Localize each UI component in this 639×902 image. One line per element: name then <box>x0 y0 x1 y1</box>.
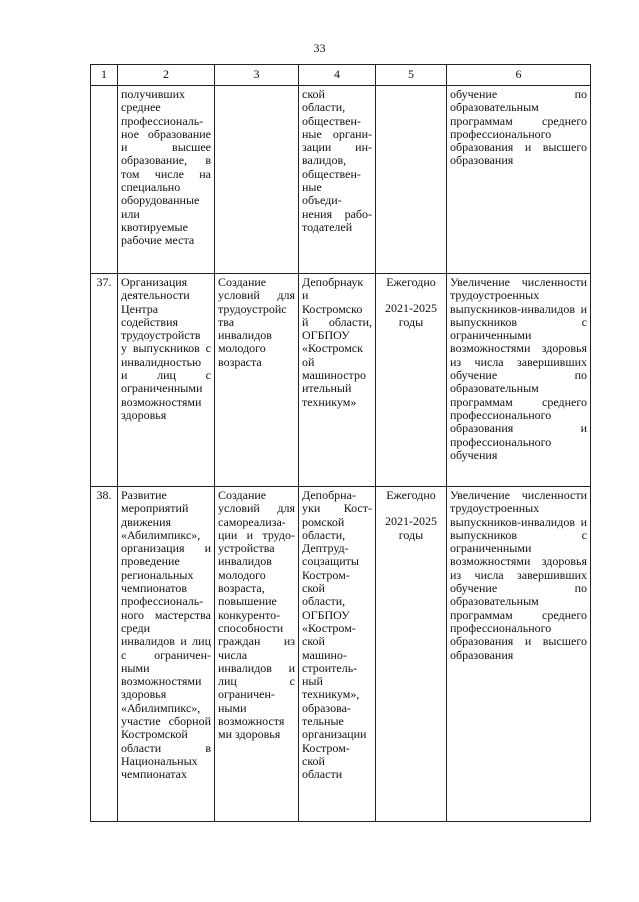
cell-text-line: ской <box>302 87 325 101</box>
cell-text-line: организация и <box>121 541 211 556</box>
cell-text-line: образовательным <box>450 594 539 609</box>
cell-text-line: области <box>302 767 343 782</box>
cell-text-line: профессионального <box>450 434 552 449</box>
cell-text-line: ного мастерства <box>121 607 211 622</box>
cell-text-line: образование, в <box>121 153 211 168</box>
cell-text-line: оборудованные <box>121 193 200 208</box>
cell-text-line: области в <box>121 740 211 755</box>
cell-text-line: Национальных <box>121 753 198 768</box>
cell-text-line: Костром- <box>302 740 350 755</box>
cell-text-line: деятельности <box>121 288 190 303</box>
cell-text-line: возможностями здоровья <box>450 554 587 569</box>
cell-goal <box>215 487 299 822</box>
cell-text-line: образования <box>450 153 514 168</box>
cell-text-line: участие сборной <box>121 714 211 729</box>
cell-text-line: машиностро <box>302 368 366 383</box>
cell-text-line: организации <box>302 727 367 742</box>
cell-text-line: молодого <box>218 341 266 356</box>
cell-text-line: тва <box>218 314 235 329</box>
cell-executor <box>299 487 376 822</box>
cell-text-line: Дептруд- <box>302 541 349 556</box>
cell-text-line: выпускников с <box>450 314 587 329</box>
cell-text-line: образования <box>450 647 514 662</box>
cell-text-line: строитель- <box>302 660 358 675</box>
cell-text-line: обучение по <box>450 87 587 101</box>
cell-goal <box>215 86 299 274</box>
table-row <box>91 274 591 487</box>
cell-text-line: условий для <box>218 288 295 303</box>
cell-text-line: трудоустройств <box>121 328 201 343</box>
cell-text-line: возможностями здоровья <box>450 341 587 356</box>
cell-term <box>376 274 447 487</box>
cell-text-line: зации ин- <box>302 140 372 155</box>
cell-text-line: с ограничен- <box>121 647 211 662</box>
header-cell-2: 2 <box>118 65 215 86</box>
cell-text-line: граждан из <box>218 634 295 649</box>
cell-text-line: образова- <box>302 700 351 715</box>
header-cell-4: 4 <box>299 65 376 86</box>
cell-text-line: обучения <box>450 447 498 462</box>
cell-text-line: инвалидов <box>218 554 272 569</box>
cell-text-line: «Абилимпикс», <box>121 527 201 542</box>
cell-text-line: ительный <box>302 381 352 396</box>
cell-text-line: образовательным <box>450 381 539 396</box>
cell-text-line: проведение <box>121 554 180 569</box>
cell-text-line: техникум», <box>302 687 360 702</box>
cell-text-line: из числа завершивших <box>450 567 587 582</box>
header-cell-1: 1 <box>91 65 118 86</box>
cell-goal <box>215 274 299 487</box>
cell-text-line: специально <box>121 180 181 195</box>
cell-text-line: области, <box>302 527 346 542</box>
cell-text-line: чемпионатов <box>121 581 187 596</box>
cell-text-line: ные <box>302 180 322 195</box>
cell-executor <box>299 86 376 274</box>
cell-text-line: ное образование <box>121 126 211 141</box>
cell-text-line: трудоустроенных <box>450 501 540 516</box>
cell-text-line: самореализа- <box>218 514 286 529</box>
cell-text-line: рабочие места <box>121 233 195 248</box>
cell-text-line: том числе на <box>121 166 211 181</box>
cell-text-line: здоровья <box>121 407 167 422</box>
term-period: 2021-2025 годы <box>385 301 437 329</box>
cell-text-line: обществен- <box>302 166 361 181</box>
table-row-continued <box>91 86 591 274</box>
cell-text-line: образования и <box>450 421 587 436</box>
cell-text-line: нения рабо- <box>302 206 372 221</box>
cell-result <box>447 274 591 487</box>
header-cell-6: 6 <box>447 65 591 86</box>
cell-text-line: «Костром- <box>302 620 356 635</box>
cell-num <box>91 86 118 274</box>
cell-text-line: инвалидностью <box>121 354 202 369</box>
cell-text-line: ой <box>302 354 315 369</box>
cell-term <box>376 86 447 274</box>
cell-text-line: Создание <box>218 275 267 289</box>
cell-text-line: и <box>302 288 309 303</box>
cell-text-line: инвалидов и <box>218 660 295 675</box>
cell-text-line: инвалидов <box>218 328 272 343</box>
measures-table <box>90 64 591 822</box>
cell-text-line: «Костромск <box>302 341 363 356</box>
cell-executor <box>299 274 376 487</box>
cell-text-line: ограниченными <box>450 541 532 556</box>
cell-text-line: ромской <box>302 514 345 529</box>
cell-text-line: выпускников-инвалидов и <box>450 514 587 529</box>
cell-text-line: профессионального <box>450 620 552 635</box>
cell-text-line: ской <box>302 753 325 768</box>
cell-text-line: ограниченными <box>450 328 532 343</box>
cell-result <box>447 86 591 274</box>
cell-text-line: профессионального <box>450 407 552 422</box>
row-number: 38. <box>91 487 118 822</box>
cell-text-line: ской <box>302 581 325 596</box>
cell-text-line: возможностями <box>121 394 202 409</box>
cell-text-line: Увеличение численности <box>450 488 587 502</box>
cell-text-line: среднее <box>121 100 161 115</box>
cell-text-line: ми здоровья <box>218 727 281 742</box>
cell-text-line: Депобрнаук <box>302 275 364 289</box>
cell-text-line: области, <box>302 100 346 115</box>
cell-text-line: квотируемые <box>121 219 188 234</box>
cell-text-line: лиц с <box>218 674 295 689</box>
header-cell-3: 3 <box>215 65 299 86</box>
cell-text-line: и высшее <box>121 140 211 155</box>
cell-text-line: программам среднего <box>450 607 587 622</box>
cell-text-line: движения <box>121 514 172 529</box>
cell-text-line: конкуренто- <box>218 607 281 622</box>
cell-text-line: Депобрна- <box>302 488 356 502</box>
cell-text-line: профессиональ- <box>121 594 204 609</box>
term-period: 2021-2025 годы <box>385 514 437 542</box>
cell-measure <box>118 487 215 822</box>
cell-text-line: ными <box>121 660 150 675</box>
cell-text-line: Создание <box>218 488 267 502</box>
term-frequency: Ежегодно <box>386 275 436 289</box>
cell-text-line: и лиц с <box>121 368 211 383</box>
cell-text-line: валидов, <box>302 153 347 168</box>
cell-text-line: техникум» <box>302 394 357 409</box>
cell-text-line: Костром- <box>302 567 350 582</box>
cell-text-line: ОГБПОУ <box>302 607 350 622</box>
cell-text-line: обучение по <box>450 368 587 383</box>
cell-text-line: здоровья <box>121 687 167 702</box>
cell-text-line: трудоустройс <box>218 301 287 316</box>
cell-text-line: региональных <box>121 567 194 582</box>
table-header-row <box>91 65 591 86</box>
cell-term <box>376 487 447 822</box>
cell-text-line: трудоустроенных <box>450 288 540 303</box>
cell-text-line: инвалидов и лиц <box>121 634 211 649</box>
cell-text-line: Центра <box>121 301 159 316</box>
cell-text-line: условий для <box>218 501 295 516</box>
cell-text-line: тельные <box>302 714 344 729</box>
cell-text-line: возраста, <box>218 581 265 596</box>
cell-text-line: ный <box>302 674 323 689</box>
cell-text-line: профессионального <box>450 126 552 141</box>
table-row <box>91 487 591 822</box>
cell-text-line: ской <box>302 634 325 649</box>
cell-text-line: образования и высшего <box>450 140 587 155</box>
cell-text-line: образования и высшего <box>450 634 587 649</box>
cell-text-line: ными <box>218 700 247 715</box>
cell-text-line: соцзащиты <box>302 554 359 569</box>
cell-text-line: Организация <box>121 275 188 289</box>
cell-result <box>447 487 591 822</box>
cell-text-line: чемпионатах <box>121 767 187 782</box>
cell-text-line: й области, <box>302 314 372 329</box>
cell-text-line: выпускников-инвалидов и <box>450 301 587 316</box>
cell-text-line: возможностями <box>121 674 202 689</box>
cell-text-line: «Абилимпикс», <box>121 700 201 715</box>
cell-text-line: ограниченными <box>121 381 203 396</box>
cell-text-line: профессиональ- <box>121 113 204 128</box>
cell-text-line: обществен- <box>302 113 361 128</box>
cell-text-line: Костромско <box>302 301 363 316</box>
cell-text-line: ные органи- <box>302 126 372 141</box>
cell-text-line: тодателей <box>302 219 353 234</box>
cell-text-line: образовательным <box>450 100 539 115</box>
cell-text-line: ОГБПОУ <box>302 328 350 343</box>
cell-text-line: числа <box>218 647 248 662</box>
cell-text-line: среди <box>121 620 151 635</box>
cell-text-line: Костромской <box>121 727 188 742</box>
cell-text-line: способности <box>218 620 284 635</box>
cell-text-line: Развитие <box>121 488 167 502</box>
cell-text-line: уки Кост- <box>302 501 372 516</box>
term-frequency: Ежегодно <box>386 488 436 502</box>
cell-text-line: Увеличение численности <box>450 275 587 289</box>
cell-text-line: ции и трудо- <box>218 527 295 542</box>
cell-text-line: программам среднего <box>450 113 587 128</box>
cell-text-line: области, <box>302 594 346 609</box>
cell-text-line: устройства <box>218 541 275 556</box>
cell-text-line: получивших <box>121 87 186 101</box>
cell-measure <box>118 86 215 274</box>
row-number: 37. <box>91 274 118 487</box>
cell-text-line: возможностя <box>218 714 285 729</box>
cell-text-line: объеди- <box>302 193 342 208</box>
cell-text-line: повышение <box>218 594 277 609</box>
cell-text-line: содействия <box>121 314 179 329</box>
cell-text-line: программам среднего <box>450 394 587 409</box>
cell-measure <box>118 274 215 487</box>
header-cell-5: 5 <box>376 65 447 86</box>
cell-text-line: у выпускников с <box>121 341 211 356</box>
cell-text-line: машино- <box>302 647 347 662</box>
cell-text-line: обучение по <box>450 581 587 596</box>
cell-text-line: выпускников с <box>450 527 587 542</box>
cell-text-line: или <box>121 206 140 221</box>
cell-text-line: возраста <box>218 354 262 369</box>
page-number: 33 <box>313 41 326 55</box>
cell-text-line: ограничен- <box>218 687 275 702</box>
cell-text-line: молодого <box>218 567 266 582</box>
cell-text-line: из числа завершивших <box>450 354 587 369</box>
cell-text-line: мероприятий <box>121 501 189 516</box>
